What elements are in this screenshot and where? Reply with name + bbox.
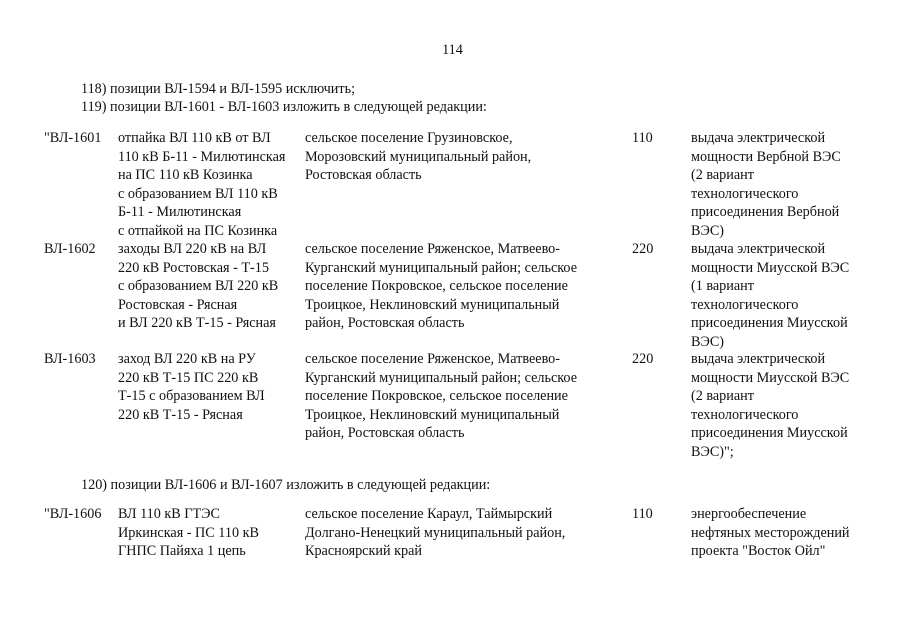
line-voltage: 220 xyxy=(632,241,654,257)
line-name-text: на ПС 110 кВ Козинка xyxy=(118,167,253,183)
line-purpose xyxy=(691,240,871,351)
purpose-text: технологического xyxy=(691,185,799,202)
purpose-text: выдача электрической xyxy=(691,351,826,367)
amendment-item-120: 120) позиции ВЛ-1606 и ВЛ-1607 изложить в следующей редакции: xyxy=(81,477,491,493)
location-text: сельское поселение Ряженское, Матвеево- xyxy=(305,351,560,367)
location-text: Долгано-Ненецкий муниципальный район, xyxy=(305,524,566,541)
location-text: сельское поселение Грузиновское, xyxy=(305,130,513,146)
line-voltage: 220 xyxy=(632,351,654,367)
location-text: район, Ростовская область xyxy=(305,315,465,331)
purpose-text: (2 вариант xyxy=(691,388,754,404)
location-text: Курганский муниципальный район; сельское xyxy=(305,259,577,276)
purpose-text: присоединения Вербной xyxy=(691,204,840,220)
location-text: сельское поселение Караул, Таймырский xyxy=(305,506,553,522)
line-name-text: 110 кВ Б-11 - Милютинская xyxy=(118,148,286,165)
purpose-text: (1 вариант xyxy=(691,278,754,294)
line-purpose xyxy=(691,129,871,240)
line-name-text: Т-15 с образованием ВЛ xyxy=(118,388,265,404)
purpose-text: ВЭС) xyxy=(691,333,725,350)
line-name-text: и ВЛ 220 кВ Т-15 - Рясная xyxy=(118,315,276,331)
purpose-text: присоединения Миусской xyxy=(691,425,848,441)
line-name-text: Иркинская - ПС 110 кВ xyxy=(118,524,259,541)
line-name-text: 220 кВ Т-15 ПС 220 кВ xyxy=(118,369,259,386)
location-text: Морозовский муниципальный район, xyxy=(305,148,532,165)
line-name-text: 220 кВ Т-15 - Рясная xyxy=(118,406,243,423)
line-name-text: ВЛ 110 кВ ГТЭС xyxy=(118,506,220,522)
purpose-text: энергообеспечение xyxy=(691,506,807,522)
line-voltage: 110 xyxy=(632,506,653,522)
purpose-text: технологического xyxy=(691,406,799,423)
location-text: район, Ростовская область xyxy=(305,425,465,441)
purpose-text: выдача электрической xyxy=(691,130,826,146)
line-location xyxy=(305,505,605,561)
purpose-text: ВЭС) xyxy=(691,222,725,239)
line-name xyxy=(118,129,303,240)
location-text: Ростовская область xyxy=(305,167,422,183)
purpose-text: проекта "Восток Ойл" xyxy=(691,543,826,559)
purpose-text: технологического xyxy=(691,296,799,313)
location-text: поселение Покровское, сельское поселение xyxy=(305,278,568,294)
line-name-text: Б-11 - Милютинская xyxy=(118,204,242,220)
location-text: Красноярский край xyxy=(305,543,422,559)
line-name xyxy=(118,505,303,561)
purpose-text: нефтяных месторождений xyxy=(691,524,850,541)
line-name-text: Ростовская - Рясная xyxy=(118,296,238,313)
line-name-text: ГНПС Пайяха 1 цепь xyxy=(118,543,246,559)
location-text: поселение Покровское, сельское поселение xyxy=(305,388,568,404)
location-text: сельское поселение Ряженское, Матвеево- xyxy=(305,241,560,257)
line-name-text: с образованием ВЛ 220 кВ xyxy=(118,278,279,294)
line-name xyxy=(118,350,303,424)
line-location xyxy=(305,129,605,185)
amendment-item-119: 119) позиции ВЛ-1601 - ВЛ-1603 изложить в следующей редакции: xyxy=(81,99,487,115)
amendment-item-118: 118) позиции ВЛ-1594 и ВЛ-1595 исключить; xyxy=(81,81,356,97)
line-name-text: 220 кВ Ростовская - Т-15 xyxy=(118,259,269,276)
line-purpose xyxy=(691,350,871,461)
line-location xyxy=(305,240,605,333)
location-text: Троицкое, Неклиновский муниципальный xyxy=(305,406,560,423)
line-location xyxy=(305,350,605,443)
line-purpose xyxy=(691,505,871,561)
line-name-text: заход ВЛ 220 кВ на РУ xyxy=(118,351,256,367)
purpose-text: выдача электрической xyxy=(691,241,826,257)
purpose-text: (2 вариант xyxy=(691,167,754,183)
line-name-text: заходы ВЛ 220 кВ на ВЛ xyxy=(118,241,267,257)
line-id: "ВЛ-1601 xyxy=(44,130,102,146)
line-name-text: с отпайкой на ПС Козинка xyxy=(118,222,278,239)
line-name xyxy=(118,240,303,333)
line-id: ВЛ-1603 xyxy=(44,351,96,367)
location-text: Курганский муниципальный район; сельское xyxy=(305,369,577,386)
purpose-text: мощности Вербной ВЭС xyxy=(691,148,841,165)
location-text: Троицкое, Неклиновский муниципальный xyxy=(305,296,560,313)
purpose-text: ВЭС)"; xyxy=(691,443,734,460)
purpose-text: присоединения Миусской xyxy=(691,315,848,331)
line-id: ВЛ-1602 xyxy=(44,241,96,257)
line-name-text: с образованием ВЛ 110 кВ xyxy=(118,185,278,202)
purpose-text: мощности Миусской ВЭС xyxy=(691,369,850,386)
page-number: 114 xyxy=(442,42,463,58)
line-name-text: отпайка ВЛ 110 кВ от ВЛ xyxy=(118,130,271,146)
line-id: "ВЛ-1606 xyxy=(44,506,102,522)
line-voltage: 110 xyxy=(632,130,653,146)
purpose-text: мощности Миусской ВЭС xyxy=(691,259,850,276)
